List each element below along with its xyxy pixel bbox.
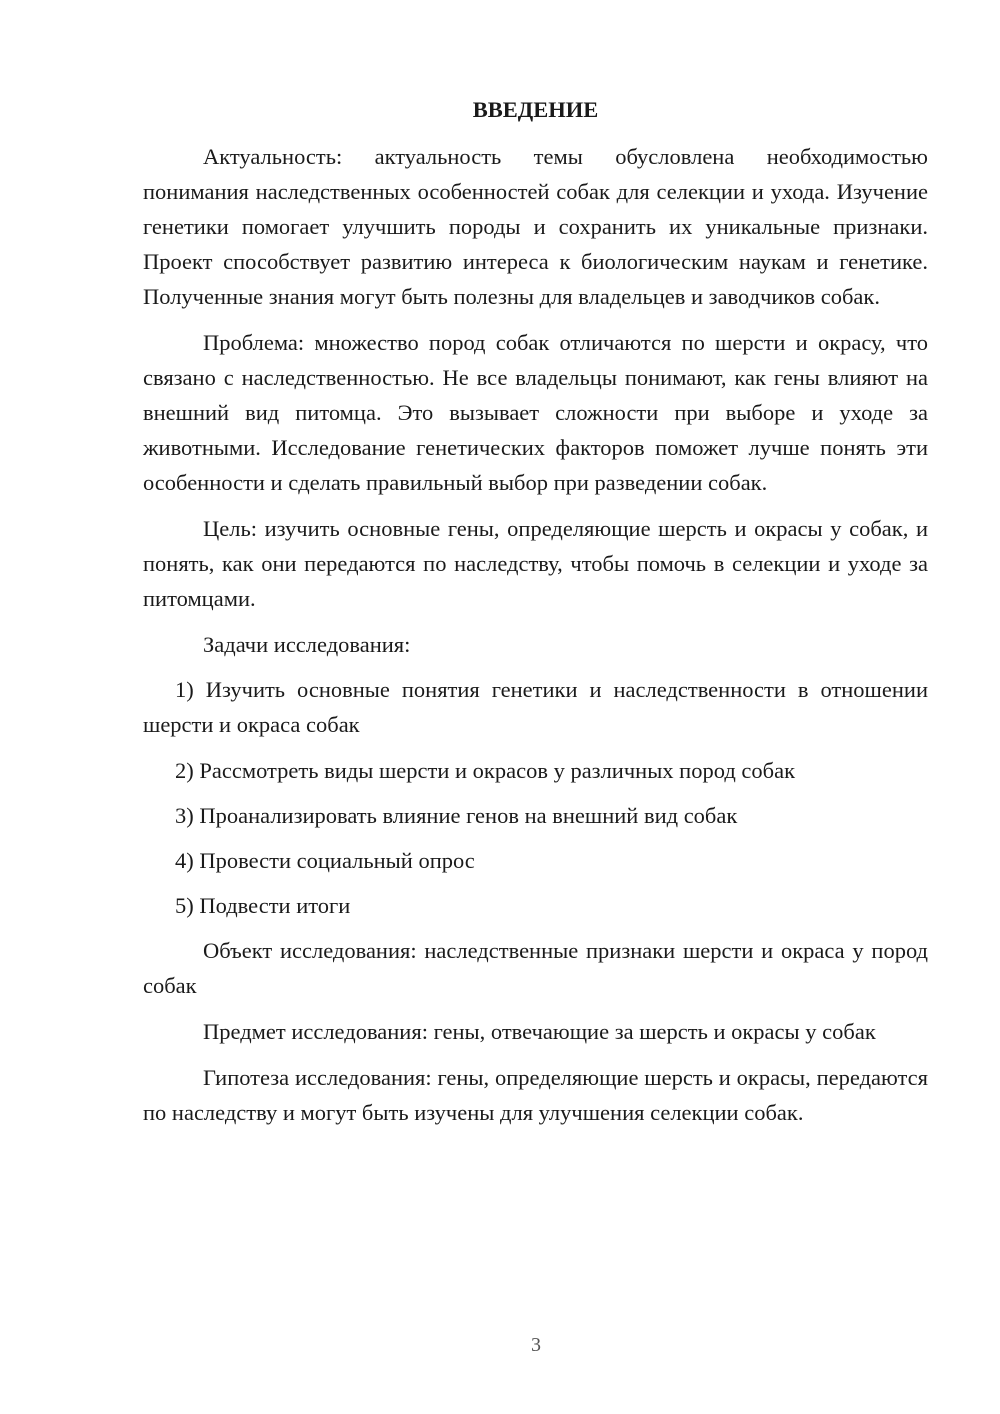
task-item-2: 2) Рассмотреть виды шерсти и окрасов у различных пород собак	[175, 758, 796, 783]
object-paragraph: Объект исследования: наследственные признаки шерсти и окраса у пород собак	[143, 938, 928, 998]
subject-paragraph: Предмет исследования: гены, отвечающие за шерсть и окрасы у собак	[203, 1019, 876, 1044]
goal-paragraph: Цель: изучить основные гены, определяющие шерсть и окрасы у собак, и понять, как они передаются по наследству, чтобы помочь в селекции и уходе за питомцами.	[143, 516, 928, 611]
page-number: 3	[531, 1334, 541, 1356]
problem-paragraph: Проблема: множество пород собак отличаются по шерсти и окрасу, что связано с наследственностью. Не все владельцы понимают, как гены влияют на внешний вид питомца. Это вызывает сложности при выборе и уходе за животными. Исследование генетических факторов поможет лучше понять эти особенности и сделать правильный выбор при разведении собак.	[143, 330, 928, 495]
section-title: ВВЕДЕНИЕ	[472, 97, 599, 122]
page-content	[143, 92, 928, 1141]
task-item-3: 3) Проанализировать влияние генов на внешний вид собак	[175, 803, 738, 828]
task-item-1: 1) Изучить основные понятия генетики и наследственности в отношении шерсти и окраса собак	[143, 677, 928, 737]
tasks-heading: Задачи исследования:	[203, 632, 411, 657]
relevance-paragraph: Актуальность: актуальность темы обусловлена необходимостью понимания наследственных особенностей собак для селекции и ухода. Изучение генетики помогает улучшить породы и сохранить их уникальные признаки. Проект способствует развитию интереса к биологическим наукам и генетике. Полученные знания могут быть полезны для владельцев и заводчиков собак.	[143, 144, 928, 309]
hypothesis-paragraph: Гипотеза исследования: гены, определяющие шерсть и окрасы, передаются по наследству и могут быть изучены для улучшения селекции собак.	[143, 1065, 928, 1125]
task-item-4: 4) Провести социальный опрос	[175, 848, 475, 873]
task-item-5: 5) Подвести итоги	[175, 893, 351, 918]
